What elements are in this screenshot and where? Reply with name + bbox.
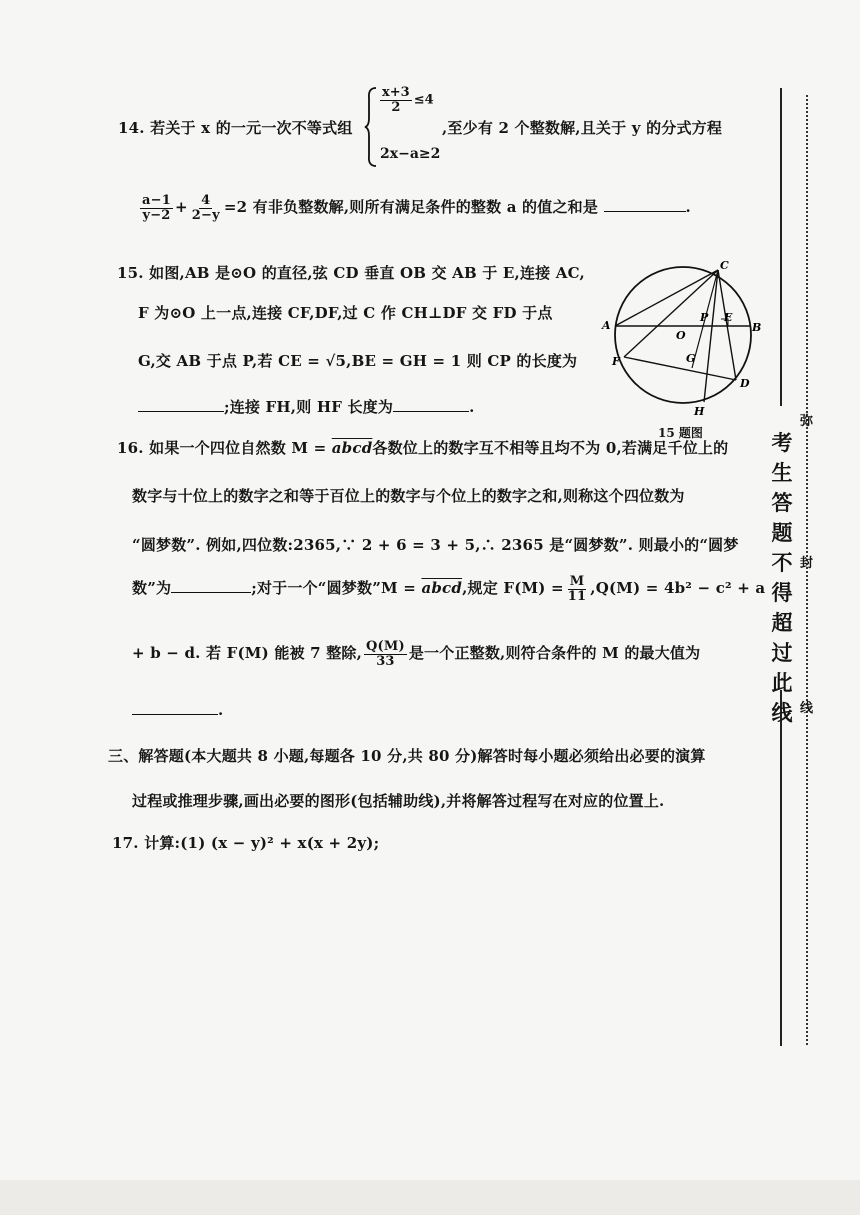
q16-line6: . bbox=[132, 700, 223, 719]
q14-eq-rest: =2 有非负整数解,则所有满足条件的整数 a 的值之和是 bbox=[223, 198, 599, 217]
margin-mark-bottom: 线 bbox=[800, 701, 814, 716]
segment-fd bbox=[624, 357, 736, 380]
label-a: A bbox=[602, 319, 611, 332]
q16-f-fraction: $\frac{M}{11}$ bbox=[567, 574, 587, 604]
label-b: B bbox=[752, 321, 762, 334]
label-p: P bbox=[700, 311, 709, 324]
label-h: H bbox=[694, 405, 705, 418]
q14-number: 14. bbox=[118, 119, 145, 137]
label-d: D bbox=[740, 377, 750, 390]
segment-ch bbox=[704, 270, 718, 402]
q14-suffix: ,至少有 2 个整数解,且关于 y 的分式方程 bbox=[442, 119, 723, 137]
margin-warning-text: 考 生 答 题 不 得 超 过 此 线 bbox=[771, 430, 793, 725]
q16-q-fraction: $\frac{Q(M)}{33}$ bbox=[366, 639, 405, 669]
q15-figure-caption: 15 题图 bbox=[658, 426, 703, 440]
q14-ineq2: 2x−a≥2 bbox=[380, 146, 441, 162]
q16-line3: “圆梦数”. 例如,四位数:2365,∵ 2 + 6 = 3 + 5,∴ 2365 是“圆梦数”. 则最小的“圆梦 bbox=[132, 536, 739, 554]
q15-line1: 15. 如图,AB 是⊙O 的直径,弦 CD 垂直 OB 交 AB 于 E,连接 AC, bbox=[117, 264, 585, 282]
q14-ineq1-fraction: $\frac{x+3}{2}$ bbox=[382, 85, 410, 115]
section3-instructions: 过程或推理步骤,画出必要的图形(包括辅助线),并将解答过程写在对应的位置上. bbox=[132, 792, 665, 810]
q16-answer-blank-2[interactable] bbox=[132, 700, 218, 715]
q15-answer-blank-1[interactable] bbox=[138, 397, 224, 412]
margin-solid-line-top bbox=[780, 88, 782, 406]
q14-inequality-system bbox=[364, 86, 444, 168]
q15-circle-figure bbox=[600, 255, 770, 430]
q15-answer-blank-2[interactable] bbox=[393, 397, 469, 412]
section3-heading: 三、解答题(本大题共 8 小题,每题各 10 分,共 80 分)解答时每小题必须给出必要的演算 bbox=[108, 747, 706, 765]
label-c: C bbox=[720, 259, 729, 272]
q14-line1 bbox=[118, 117, 353, 138]
q14-answer-blank[interactable] bbox=[604, 197, 686, 212]
q15-line3: G,交 AB 于点 P,若 CE = √5,BE = GH = 1 则 CP 的长度为 bbox=[138, 352, 578, 370]
label-e: E bbox=[724, 311, 733, 324]
q15-line2: F 为⊙O 上一点,连接 CF,DF,过 C 作 CH⊥DF 交 FD 于点 bbox=[138, 304, 553, 322]
q16-line4: 数”为 ;对于一个“圆梦数”M = abcd,规定 F(M) = $\frac{M}{11}$ ,Q(M) = 4b² − c² + a bbox=[132, 574, 766, 604]
margin-solid-line-bottom bbox=[780, 690, 782, 1046]
q14-ineq1-relation: ≤4 bbox=[413, 92, 434, 108]
scan-bottom-edge bbox=[0, 1180, 860, 1215]
q14-prefix: 若关于 x 的一元一次不等式组 bbox=[150, 119, 353, 137]
q14-line2: $\frac{a-1}{y-2}$ + $\frac{4}{2-y}$ =2 有非负整数解,则所有满足条件的整数 a 的值之和是 . bbox=[142, 193, 691, 223]
q17-line: 17. 计算:(1) (x − y)² + x(x + 2y); bbox=[112, 834, 380, 852]
q14-eq-fraction-1: $\frac{a-1}{y-2}$ bbox=[142, 193, 171, 223]
margin-mark-mid: 封 bbox=[800, 556, 814, 571]
label-o: O bbox=[676, 329, 686, 342]
q16-answer-blank-1[interactable] bbox=[171, 578, 251, 593]
margin-mark-top: 弥 bbox=[800, 414, 814, 429]
q16-line2: 数字与十位上的数字之和等于百位上的数字与个位上的数字之和,则称这个四位数为 bbox=[132, 487, 685, 505]
label-f: F bbox=[612, 355, 620, 368]
label-g: G bbox=[686, 352, 696, 365]
brace-icon bbox=[364, 86, 378, 168]
q15-line4: ;连接 FH,则 HF 长度为 . bbox=[138, 396, 475, 417]
q16-line1: 16. 如果一个四位自然数 M = abcd各数位上的数字互不相等且均不为 0,若满足千位上的 bbox=[117, 439, 729, 457]
q16-line5: + b − d. 若 F(M) 能被 7 整除, $\frac{Q(M)}{33}$ 是一个正整数,则符合条件的 M 的最大值为 bbox=[132, 639, 701, 669]
chord-cd bbox=[718, 270, 736, 380]
q14-eq-fraction-2: $\frac{4}{2-y}$ bbox=[191, 193, 220, 223]
